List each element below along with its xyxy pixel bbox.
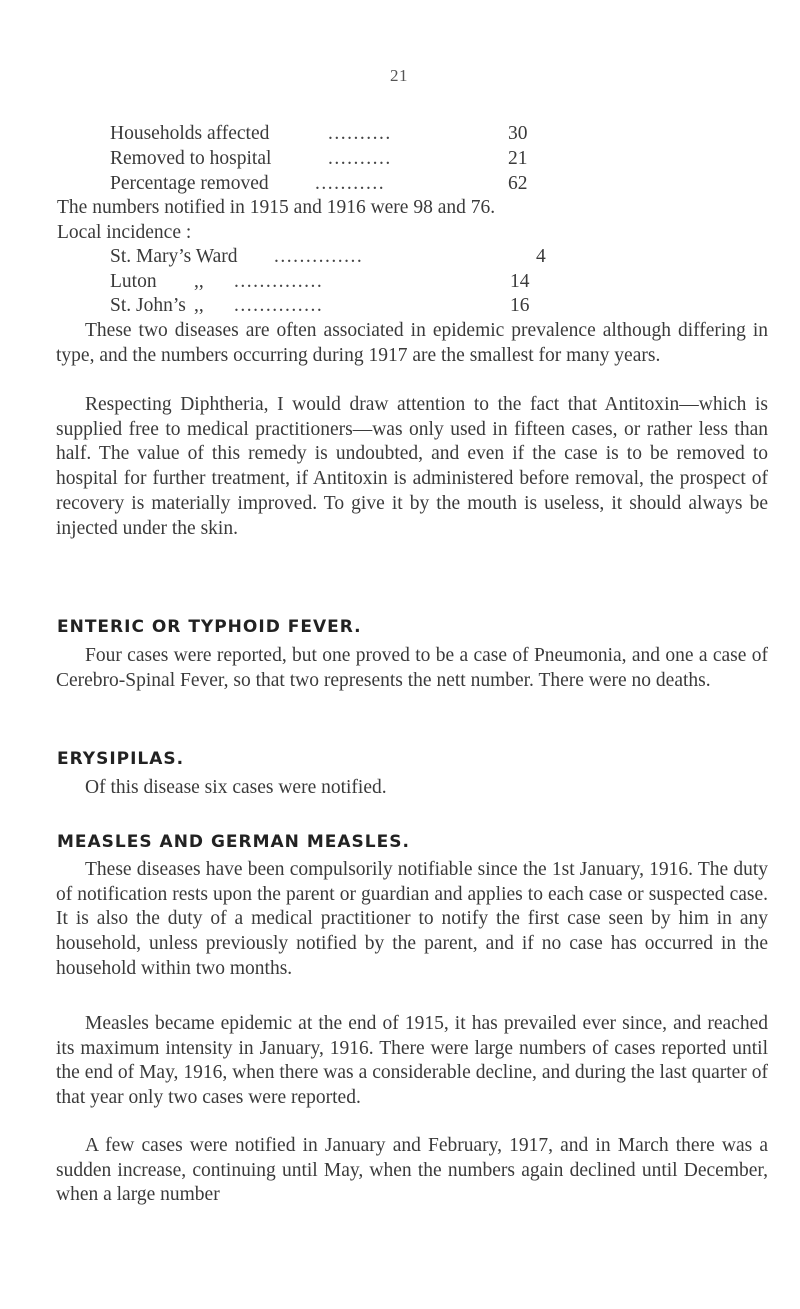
ward-ditto: ,, [194,271,204,292]
stat-value: 21 [508,148,528,169]
ward-row [110,270,530,295]
stat-leader-dots: ........... [315,173,386,194]
ward-leader-dots: .............. [274,246,364,267]
stat-leader-dots: .......... [328,123,392,144]
page-number: 21 [390,66,408,85]
measles-heading: MEASLES AND GERMAN MEASLES. [57,832,410,852]
ward-row [110,294,530,319]
enteric-paragraph: Four cases were reported, but one proved to be a case of Pneumonia, and one a case of Cerebro-Spinal Fever, so that two represents the nett number. There were no deaths. [56,645,768,691]
ward-name: Luton [110,271,157,292]
measles-paragraph-3: A few cases were notified in January and February, 1917, and in March there was a sudden increase, continuing until May, when the numbers again declined until December, when a large number [56,1135,768,1206]
notified-numbers-line: The numbers notified in 1915 and 1916 were 98 and 76. [57,197,496,218]
prevalence-paragraph: These two diseases are often associated in epidemic prevalence although differing in type, and the numbers occurring during 1917 are the smallest for many years. [56,320,768,366]
ward-value: 4 [536,246,546,267]
stat-label: Removed to hospital [110,148,272,169]
ward-leader-dots: .............. [234,295,324,316]
ward-row [110,245,546,270]
ward-value: 16 [510,295,530,316]
ward-name: St. Mary’s Ward [110,246,238,267]
stat-removed-to-hospital [110,147,528,172]
ward-leader-dots: .............. [234,271,324,292]
stat-households-affected [110,122,528,147]
stat-percentage-removed [110,172,528,197]
erysipilas-paragraph: Of this disease six cases were notified. [85,777,387,798]
stat-label: Households affected [110,123,270,144]
stat-label: Percentage removed [110,173,269,194]
ward-value: 14 [510,271,530,292]
stat-value: 30 [508,123,528,144]
stat-value: 62 [508,173,528,194]
measles-paragraph-1: These diseases have been compulsorily notifiable since the 1st January, 1916. The duty of notification rests upon the parent or guardian and applies to each case or suspected case. It is also the duty of a medical practitioner to notify the first case seen by him in any household, unless previously notified by the parent, and if no case has occurred in the household within two months. [56,859,768,979]
ward-name: St. John’s [110,295,186,316]
erysipilas-heading: ERYSIPILAS. [57,749,185,769]
diphtheria-paragraph: Respecting Diphtheria, I would draw attention to the fact that Antitoxin—which is supplied free to medical practitioners—was only used in fifteen cases, or rather less than half. The value of this remedy is undoubted, and even if the case is to be removed to hospital for further treatment, if Antitoxin is administered before removal, the prospect of recovery is materially improved. To give it by the mouth is useless, it should always be injected under the skin. [56,394,768,539]
measles-paragraph-2: Measles became epidemic at the end of 1915, it has prevailed ever since, and reached its maximum intensity in January, 1916. There were large numbers of cases reported until the end of May, 1916, when there was a considerable decline, and during the last quarter of that year only two cases were reported. [56,1013,768,1109]
stat-leader-dots: .......... [328,148,392,169]
local-incidence-label: Local incidence : [57,222,192,243]
ward-ditto: ,, [194,295,204,316]
enteric-heading: ENTERIC OR TYPHOID FEVER. [57,617,362,637]
